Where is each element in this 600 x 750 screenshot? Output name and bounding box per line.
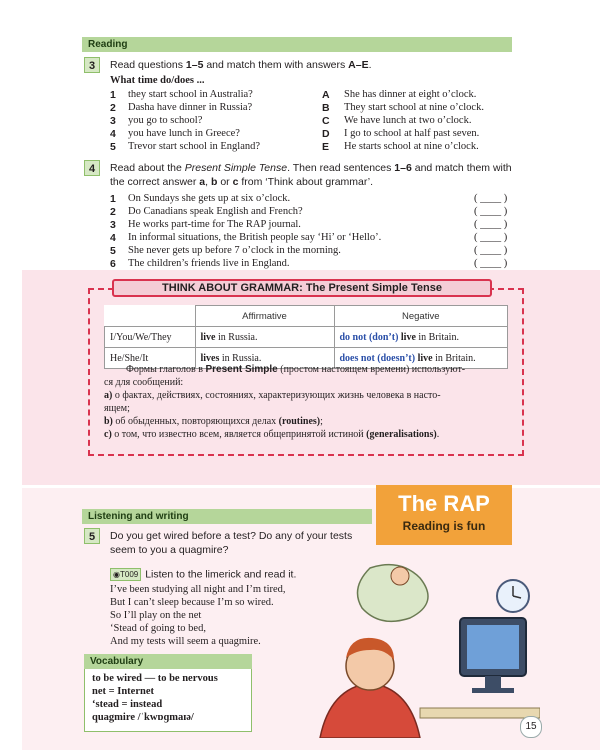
list-item-text: We have lunch at two o’clock. bbox=[344, 115, 472, 126]
limerick bbox=[110, 583, 286, 648]
list-item-text: Dasha have dinner in Russia? bbox=[128, 102, 253, 113]
question-4-number: 4 bbox=[84, 160, 100, 176]
vocabulary-list bbox=[92, 672, 218, 724]
list-item: A bbox=[322, 89, 330, 101]
list-item-text: Do Canadians speak English and French? bbox=[128, 206, 303, 217]
list-item: 3 bbox=[110, 115, 116, 127]
question-4-instruction: Read about the Present Simple Tense. Then read sentences 1–6 and match them with the correct answer a, b or c from ‘Think about grammar’. bbox=[110, 162, 512, 188]
question-5-number: 5 bbox=[84, 528, 100, 544]
list-item-text: I go to school at half past seven. bbox=[344, 128, 480, 139]
student-figure bbox=[320, 638, 420, 738]
rule-intro-cont: ся для сообщений: bbox=[104, 377, 184, 388]
rule-a-cont: ящем; bbox=[104, 403, 130, 414]
list-item-text: On Sundays she gets up at six o’clock. bbox=[128, 193, 291, 204]
list-item-text: In informal situations, the British people say ‘Hi’ or ‘Hello’. bbox=[128, 232, 382, 243]
column-header-negative: Negative bbox=[334, 306, 508, 327]
vocab-item: to be wired — to be nervous bbox=[92, 673, 218, 684]
computer-monitor-icon bbox=[460, 618, 526, 693]
subject-cell: I/You/We/They bbox=[105, 327, 196, 348]
track-instruction: Listen to the limerick and read it. bbox=[145, 568, 297, 581]
grammar-table bbox=[104, 305, 508, 369]
rule-intro: Формы глаголов в Present Simple (простом настоящем времени) используют- bbox=[126, 364, 466, 375]
list-item-text: you go to school? bbox=[128, 115, 203, 126]
vocab-item: ‘stead = instead bbox=[92, 699, 163, 710]
vocab-item: net = Internet bbox=[92, 686, 154, 697]
negative-cell: does not (doesn’t) live in Britain. bbox=[334, 348, 508, 369]
list-item: 2 bbox=[110, 102, 116, 114]
rule-b: b) об обыденных, повторяющихся делах (routines); bbox=[104, 416, 323, 427]
play-icon: ◉ bbox=[113, 569, 120, 579]
list-item: 2 bbox=[110, 206, 116, 218]
list-item: 5 bbox=[110, 141, 116, 153]
list-item-text: you have lunch in Greece? bbox=[128, 128, 240, 139]
list-item: 4 bbox=[110, 232, 116, 244]
rap-title: The RAP bbox=[398, 491, 490, 516]
question-3-number: 3 bbox=[84, 57, 100, 73]
answer-blank[interactable]: ( ____ ) bbox=[474, 219, 508, 230]
poem-line: ‘Stead of going to bed, bbox=[110, 623, 206, 634]
affirmative-cell: live in Russia. bbox=[195, 327, 334, 348]
list-item-text: He works part-time for The RAP journal. bbox=[128, 219, 301, 230]
answer-blank[interactable]: ( ____ ) bbox=[474, 245, 508, 256]
list-item-text: They start school at nine o’clock. bbox=[344, 102, 484, 113]
subject-cell: He/She/It bbox=[105, 348, 196, 369]
poem-line: But I can’t sleep because I’m so wired. bbox=[110, 597, 274, 608]
student-illustration bbox=[300, 548, 540, 738]
column-header-affirmative: Affirmative bbox=[195, 306, 334, 327]
listening-section-label: Listening and writing bbox=[82, 509, 372, 524]
wall-clock-icon bbox=[497, 580, 529, 612]
list-item: 5 bbox=[110, 245, 116, 257]
list-item: C bbox=[322, 115, 330, 127]
list-item: 6 bbox=[110, 258, 116, 270]
poem-line: So I’ll play on the net bbox=[110, 610, 202, 621]
vocabulary-label: Vocabulary bbox=[84, 654, 252, 669]
desk bbox=[420, 708, 540, 718]
rule-a: a) о фактах, действиях, состояниях, характеризующих жизнь человека в насто- bbox=[104, 390, 441, 401]
reading-section-label: Reading bbox=[82, 37, 512, 52]
list-item: 1 bbox=[110, 193, 116, 205]
list-item: 3 bbox=[110, 219, 116, 231]
question-5-instruction: Do you get wired before a test? Do any of your tests seem to you a quagmire? bbox=[110, 530, 353, 556]
poem-line: I’ve been studying all night and I’m tired, bbox=[110, 584, 286, 595]
list-item-text: He starts school at nine o’clock. bbox=[344, 141, 479, 152]
vocab-item: quagmire /ˈkwɒɡmaɪə/ bbox=[92, 712, 194, 723]
grammar-rules bbox=[104, 363, 514, 441]
table-row bbox=[105, 327, 508, 348]
answer-blank[interactable]: ( ____ ) bbox=[474, 258, 508, 269]
list-item: E bbox=[322, 141, 330, 153]
answer-blank[interactable]: ( ____ ) bbox=[474, 206, 508, 217]
table-corner bbox=[105, 306, 196, 327]
list-item-text: She has dinner at eight o’clock. bbox=[344, 89, 477, 100]
dream-figure bbox=[358, 565, 429, 622]
list-item: B bbox=[322, 102, 330, 114]
list-item-text: Trevor start school in England? bbox=[128, 141, 261, 152]
answer-blank[interactable]: ( ____ ) bbox=[474, 232, 508, 243]
rap-subtitle: Reading is fun bbox=[402, 519, 486, 533]
list-item-text: they start school in Australia? bbox=[128, 89, 253, 100]
audio-track-badge[interactable]: ◉T009 bbox=[110, 568, 141, 581]
grammar-title: THINK ABOUT GRAMMAR: The Present Simple Tense bbox=[112, 279, 492, 297]
q3-prompt: What time do/does ... bbox=[110, 75, 205, 86]
list-item: D bbox=[322, 128, 330, 140]
track-line bbox=[110, 565, 296, 583]
question-3-instruction: Read questions 1–5 and match them with answers A–E. bbox=[110, 59, 372, 71]
table-header-row bbox=[105, 306, 508, 327]
page-number: 15 bbox=[520, 716, 542, 738]
answer-blank[interactable]: ( ____ ) bbox=[474, 193, 508, 204]
negative-cell: do not (don’t) live in Britain. bbox=[334, 327, 508, 348]
rule-c: c) о том, что известно всем, является общепринятой истиной (generalisations). bbox=[104, 429, 440, 440]
list-item-text: The children’s friends live in England. bbox=[128, 258, 290, 269]
poem-line: And my tests will seem a quagmire. bbox=[110, 636, 261, 647]
affirmative-cell: lives in Russia. bbox=[195, 348, 334, 369]
list-item: 4 bbox=[110, 128, 116, 140]
list-item-text: She never gets up before 7 o’clock in the morning. bbox=[128, 245, 341, 256]
list-item: 1 bbox=[110, 89, 116, 101]
